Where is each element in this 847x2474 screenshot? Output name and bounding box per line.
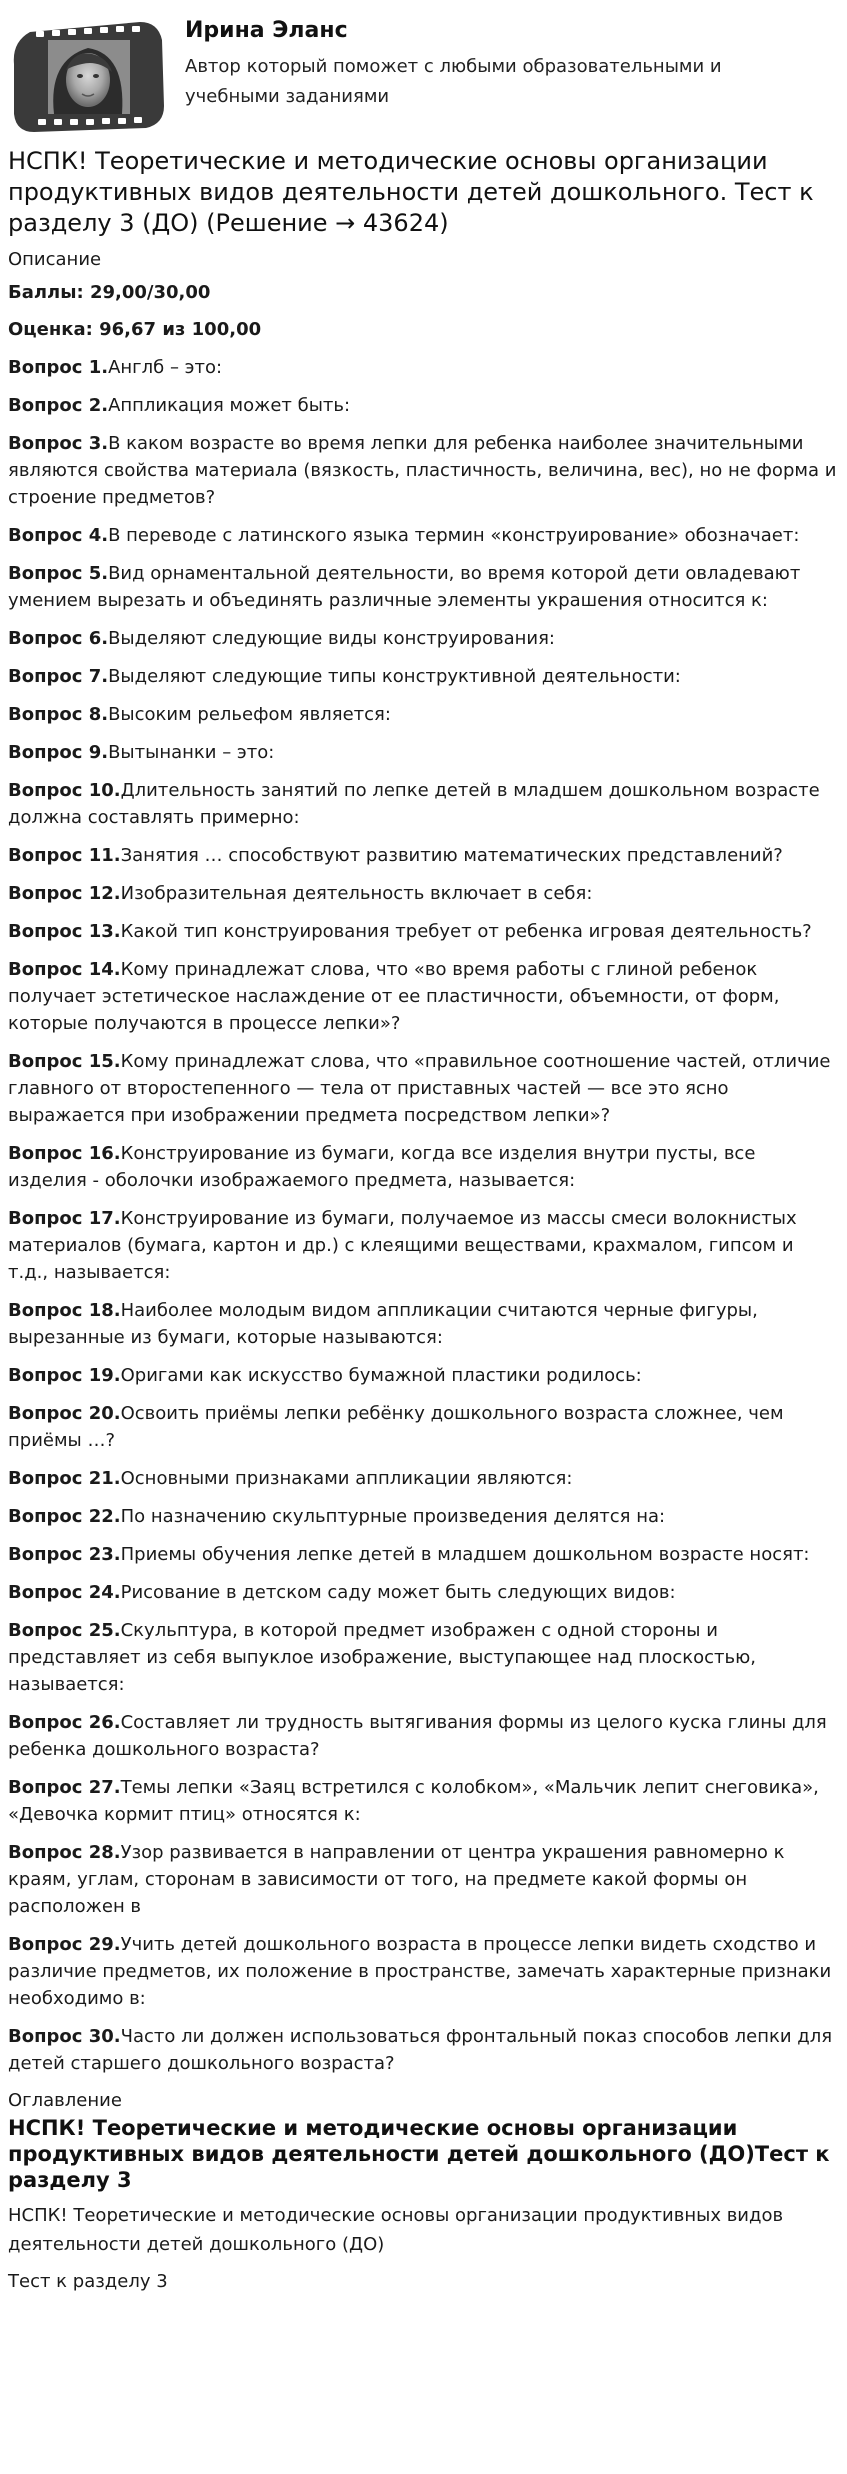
question-item [8, 1774, 838, 1828]
question-text: В переводе с латинского языка термин «конструирование» обозначает: [108, 525, 800, 546]
question-number: Вопрос 12. [8, 883, 121, 904]
question-item [8, 1400, 838, 1454]
question-item [8, 1140, 838, 1194]
question-text: Аппликация может быть: [108, 395, 351, 416]
question-item [8, 842, 838, 869]
question-number: Вопрос 1. [8, 357, 109, 378]
toc-line: Тест к разделу 3 [8, 2271, 168, 2292]
question-number: Вопрос 3. [8, 433, 109, 454]
question-text: Высоким рельефом является: [108, 704, 391, 725]
work-content [8, 146, 838, 2296]
author-description: Автор который поможет с любыми образовательными и учебными заданиями [185, 56, 722, 107]
question-text: Часто ли должен использоваться фронтальный показ способов лепки для детей старшего дошкольного возраста? [8, 2026, 833, 2074]
question-item [8, 1362, 838, 1389]
question-text: Составляет ли трудность вытягивания формы из целого куска глины для ребенка дошкольного возраста? [8, 1712, 827, 1760]
question-text: Изобразительная деятельность включает в себя: [120, 883, 593, 904]
question-item [8, 1617, 838, 1698]
question-text: По назначению скульптурные произведения делятся на: [120, 1506, 666, 1527]
question-item [8, 354, 838, 381]
question-number: Вопрос 4. [8, 525, 109, 546]
question-text: Выделяют следующие виды конструирования: [108, 628, 555, 649]
question-text: Кому принадлежат слова, что «правильное соотношение частей, отличие главного от второстепенного — тела от приставных частей — все это ясно выражается при изображении предмета посредством лепки»? [8, 1051, 831, 1126]
question-number: Вопрос 29. [8, 1934, 121, 1955]
question-text: Основными признаками аппликации являются: [120, 1468, 573, 1489]
page-title: НСПК! Теоретические и методические основы организации продуктивных видов деятельности детей дошкольного. Тест к разделу 3 (ДО) (Решение → 43624) [8, 147, 814, 237]
question-number: Вопрос 28. [8, 1842, 121, 1863]
question-text: Какой тип конструирования требует от ребенка игровая деятельность? [120, 921, 812, 942]
question-text: Узор развивается в направлении от центра украшения равномерно к краям, углам, сторонам в зависимости от того, на предмете какой формы он расположен в [8, 1842, 785, 1917]
question-item [8, 522, 838, 549]
score-text: Баллы: 29,00/30,00 [8, 282, 211, 303]
question-item [8, 1297, 838, 1351]
question-text: Наиболее молодым видом аппликации считаются черные фигуры, вырезанные из бумаги, которые называются: [8, 1300, 758, 1348]
question-text: В каком возрасте во время лепки для ребенка наиболее значительными являются свойства материала (вязкость, пластичность, величина, вес), но не форма и строение предметов? [8, 433, 837, 508]
question-number: Вопрос 26. [8, 1712, 121, 1733]
question-item [8, 1839, 838, 1920]
question-text: Кому принадлежат слова, что «во время работы с глиной ребенок получает эстетическое наслаждение от ее пластичности, объемности, от форм, которые получаются в процессе лепки»? [8, 959, 780, 1034]
question-number: Вопрос 30. [8, 2026, 121, 2047]
question-number: Вопрос 21. [8, 1468, 121, 1489]
question-text: Англб – это: [108, 357, 223, 378]
question-text: Вытынанки – это: [108, 742, 275, 763]
question-number: Вопрос 19. [8, 1365, 121, 1386]
question-item [8, 1931, 838, 2012]
question-number: Вопрос 8. [8, 704, 109, 725]
question-item [8, 1465, 838, 1492]
question-number: Вопрос 16. [8, 1143, 121, 1164]
question-text: Конструирование из бумаги, получаемое из массы смеси волокнистых материалов (бумага, картон и др.) с клеящими веществами, крахмалом, гипсом и т.д., называется: [8, 1208, 797, 1283]
question-text: Скульптура, в которой предмет изображен с одной стороны и представляет из себя выпуклое изображение, выступающее над плоскостью, называется: [8, 1620, 757, 1695]
question-number: Вопрос 6. [8, 628, 109, 649]
question-item [8, 1503, 838, 1530]
question-item [8, 1048, 838, 1129]
question-text: Темы лепки «Заяц встретился с колобком», «Мальчик лепит снеговика», «Девочка кормит птиц» относятся к: [8, 1777, 819, 1825]
question-item [8, 1205, 838, 1286]
question-text: Выделяют следующие типы конструктивной деятельности: [108, 666, 681, 687]
toc-label: Оглавление [8, 2090, 122, 2111]
question-number: Вопрос 18. [8, 1300, 121, 1321]
question-number: Вопрос 14. [8, 959, 121, 980]
question-number: Вопрос 9. [8, 742, 109, 763]
question-text: Вид орнаментальной деятельности, во время которой дети овладевают умением вырезать и объединять различные элементы украшения относится к: [8, 563, 801, 611]
question-item [8, 1541, 838, 1568]
question-item [8, 777, 838, 831]
question-item [8, 956, 838, 1037]
question-number: Вопрос 2. [8, 395, 109, 416]
question-item [8, 739, 838, 766]
author-name[interactable]: Ирина Эланс [185, 18, 348, 43]
question-item [8, 880, 838, 907]
question-text: Занятия … способствуют развитию математических представлений? [120, 845, 783, 866]
question-item [8, 1579, 838, 1606]
question-number: Вопрос 20. [8, 1403, 121, 1424]
question-item [8, 560, 838, 614]
grade-text: Оценка: 96,67 из 100,00 [8, 319, 262, 340]
question-number: Вопрос 22. [8, 1506, 121, 1527]
question-number: Вопрос 11. [8, 845, 121, 866]
question-number: Вопрос 17. [8, 1208, 121, 1229]
question-number: Вопрос 5. [8, 563, 109, 584]
question-item [8, 430, 838, 511]
question-item [8, 701, 838, 728]
question-number: Вопрос 15. [8, 1051, 121, 1072]
question-number: Вопрос 24. [8, 1582, 121, 1603]
question-number: Вопрос 13. [8, 921, 121, 942]
question-text: Конструирование из бумаги, когда все изделия внутри пусты, все изделия - оболочки изображаемого предмета, называется: [8, 1143, 756, 1191]
question-item [8, 1709, 838, 1763]
question-item [8, 663, 838, 690]
question-list [8, 354, 838, 2077]
question-text: Освоить приёмы лепки ребёнку дошкольного возраста сложнее, чем приёмы …? [8, 1403, 784, 1451]
question-text: Приемы обучения лепке детей в младшем дошкольном возрасте носят: [120, 1544, 810, 1565]
question-item [8, 392, 838, 419]
question-number: Вопрос 25. [8, 1620, 121, 1641]
description-label: Описание [8, 249, 102, 270]
question-number: Вопрос 23. [8, 1544, 121, 1565]
author-photo-film-frame-icon[interactable] [8, 20, 166, 132]
toc-line: НСПК! Теоретические и методические основы организации продуктивных видов деятельности детей дошкольного (ДО) [8, 2205, 784, 2255]
toc-title: НСПК! Теоретические и методические основы организации продуктивных видов деятельности детей дошкольного (ДО)Тест к разделу 3 [8, 2116, 830, 2192]
question-item [8, 2023, 838, 2077]
author-card [8, 6, 838, 131]
question-number: Вопрос 27. [8, 1777, 121, 1798]
question-text: Длительность занятий по лепке детей в младшем дошкольном возрасте должна составлять примерно: [8, 780, 820, 828]
question-item [8, 918, 838, 945]
question-text: Рисование в детском саду может быть следующих видов: [120, 1582, 676, 1603]
question-text: Учить детей дошкольного возраста в процессе лепки видеть сходство и различие предметов, их положение в пространстве, замечать характерные признаки необходимо в: [8, 1934, 832, 2009]
question-number: Вопрос 7. [8, 666, 109, 687]
question-number: Вопрос 10. [8, 780, 121, 801]
question-item [8, 625, 838, 652]
question-text: Оригами как искусство бумажной пластики родилось: [120, 1365, 642, 1386]
